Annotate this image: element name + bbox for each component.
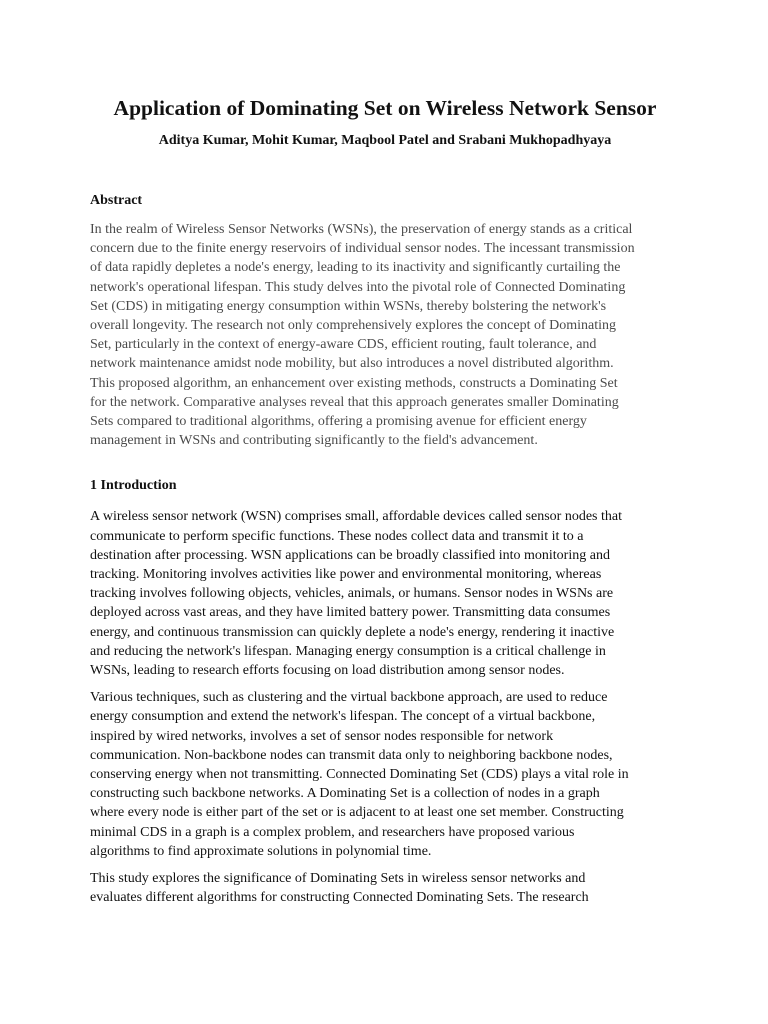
text-line: destination after processing. WSN applications can be broadly classified into monitoring and [90,547,610,563]
text-line: management in WSNs and contributing significantly to the field's advancement. [90,433,538,449]
introduction-paragraph [90,688,680,861]
text-line: network maintenance amidst node mobility, but also introduces a novel distributed algorithm. [90,356,614,372]
text-line: This proposed algorithm, an enhancement over existing methods, constructs a Dominating Set [90,375,618,391]
text-line: overall longevity. The research not only comprehensively explores the concept of Dominating [90,318,617,334]
text-line: concern due to the finite energy reservoirs of individual sensor nodes. The incessant transmission [90,241,635,257]
text-line: and reducing the network's lifespan. Managing energy consumption is a critical challenge in [90,643,606,659]
text-line: tracking. Monitoring involves activities like power and environmental monitoring, whereas [90,567,602,583]
paper-title: Application of Dominating Set on Wireless Network Sensor [113,96,657,120]
text-line: A wireless sensor network (WSN) comprises small, affordable devices called sensor nodes that [90,509,622,525]
introduction-heading: 1 Introduction [90,478,177,494]
text-line: In the realm of Wireless Sensor Networks (WSNs), the preservation of energy stands as a critical [90,222,633,237]
text-line: energy, and continuous transmission can quickly deplete a node's energy, rendering it inactive [90,624,615,640]
text-line: conserving energy when not transmitting. Connected Dominating Set (CDS) plays a vital role in [90,767,629,783]
text-line: tracking involves following objects, vehicles, animals, or humans. Sensor nodes in WSNs are [90,586,614,602]
text-line: constructing such backbone networks. A Dominating Set is a collection of nodes in a graph [90,786,600,802]
introduction-paragraph [90,869,680,907]
text-line: Set, particularly in the context of energy-aware CDS, efficient routing, fault tolerance, and [90,337,597,353]
document-page [90,93,680,908]
author-list: Aditya Kumar, Mohit Kumar, Maqbool Patel and Srabani Mukhopadhyaya [158,133,612,148]
text-line: of data rapidly depletes a node's energy, leading to its inactivity and significantly curtailing the [90,260,621,276]
text-line: where every node is either part of the set or is adjacent to at least one set member. Constructing [90,805,624,821]
abstract-text [90,220,680,450]
text-line: energy consumption and extend the network's lifespan. The concept of a virtual backbone, [90,709,596,725]
text-line: Set (CDS) in mitigating energy consumption within WSNs, thereby bolstering the network's [90,298,607,314]
text-line: communication. Non-backbone nodes can transmit data only to neighboring backbone nodes, [90,747,613,763]
text-line: communicate to perform specific functions. These nodes collect data and transmit it to a [90,528,584,544]
text-line: for the network. Comparative analyses reveal that this approach generates smaller Dominating [90,394,619,410]
text-line: minimal CDS in a graph is a complex problem, and researchers have proposed various [90,824,575,840]
text-line: network's operational lifespan. This study delves into the pivotal role of Connected Dominating [90,279,626,295]
text-line: This study explores the significance of Dominating Sets in wireless sensor networks and [90,871,586,887]
abstract-heading: Abstract [90,193,143,208]
text-line: deployed across vast areas, and they have limited battery power. Transmitting data consumes [90,605,611,621]
text-line: Various techniques, such as clustering and the virtual backbone approach, are used to reduce [90,690,608,706]
text-line: WSNs, leading to research efforts focusing on load distribution among sensor nodes. [90,663,565,679]
text-line: evaluates different algorithms for constructing Connected Dominating Sets. The research [90,890,589,906]
text-line: Sets compared to traditional algorithms, offering a promising avenue for efficient energy [90,414,587,430]
text-line: algorithms to find approximate solutions in polynomial time. [90,843,432,859]
introduction-paragraph [90,507,680,680]
text-line: inspired by wired networks, involves a set of sensor nodes responsible for network [90,728,554,744]
